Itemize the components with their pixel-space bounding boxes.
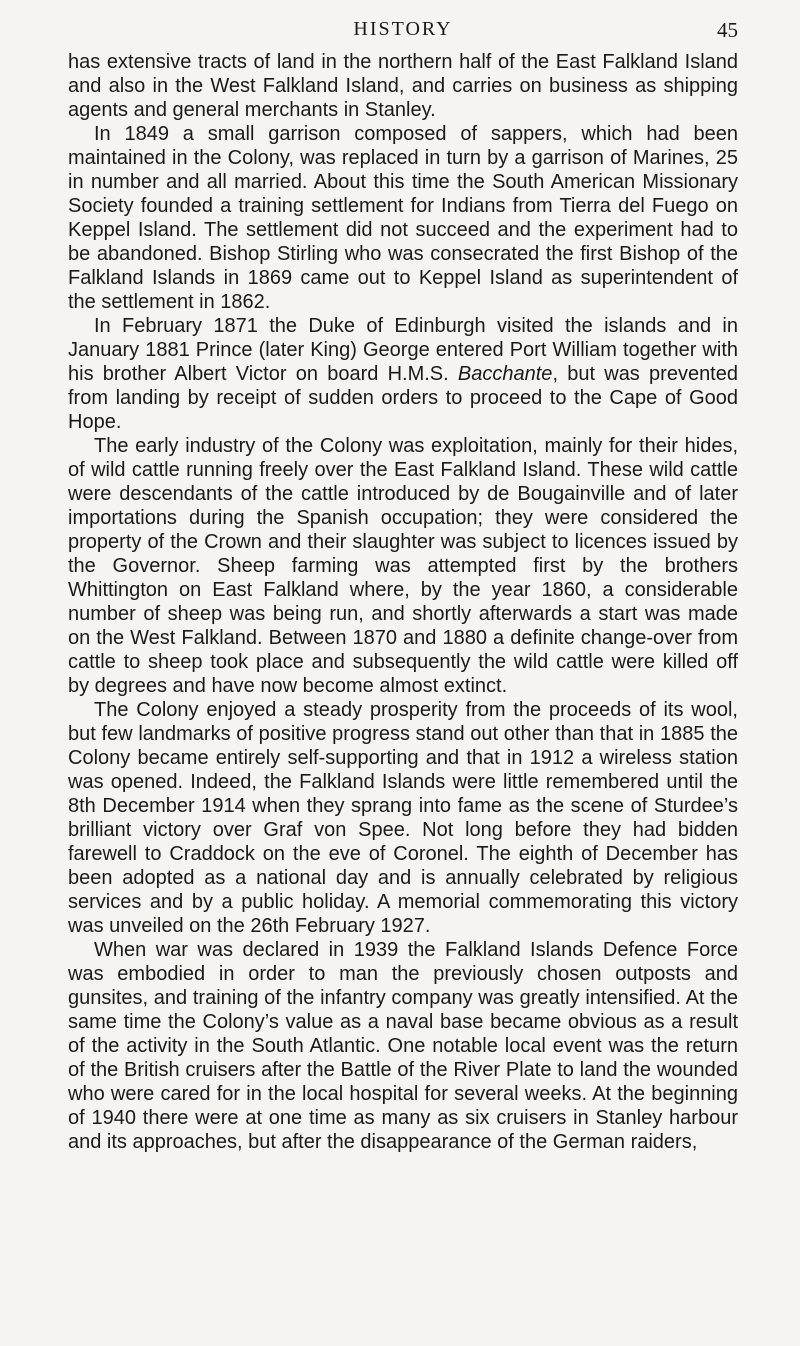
chapter-title: HISTORY [353,18,453,40]
running-head [68,18,738,48]
paragraph-text: , but was prevented from landing by receipt of sudden orders to proceed to the Cape of Good Hope. [68,363,738,433]
paragraph: has extensive tracts of land in the northern half of the East Falkland Island and also in the West Falkland Island, and carries on business as shipping agents and general merchants in Stanley. [68,51,738,121]
ship-name: Bacchante [457,363,553,385]
paragraph: The Colony enjoyed a steady prosperity from the proceeds of its wool, but few landmarks of positive progress stand out other than that in 1885 the Colony became entirely self-supporting and that in 1912 a wireless station was opened. Indeed, the Falkland Islands were little remembered until the 8th December 1914 when they sprang into fame as the scene of Sturdee’s brilliant victory over Graf von Spee. Not long before they had bidden farewell to Craddock on the eve of Coronel. The eighth of December has been adopted as a national day and is annually celebrated by religious services and by a public holiday. A memorial commemorating this victory was unveiled on the 26th February 1927. [68,699,738,937]
paragraph: When war was declared in 1939 the Falkland Islands Defence Force was embodied in order to man the previously chosen outposts and gunsites, and training of the infantry company was greatly intensified. At the same time the Colony’s value as a naval base became obvious as a result of the activity in the South Atlantic. One notable local event was the return of the British cruisers after the Battle of the River Plate to land the wounded who were cared for in the local hospital for several weeks. At the beginning of 1940 there were at one time as many as six cruisers in Stanley harbour and its approaches, but after the disappearance of the German raiders, [68,939,738,1153]
book-page [68,18,738,1154]
paragraph [68,314,738,434]
paragraph: In 1849 a small garrison composed of sappers, which had been maintained in the Colony, was replaced in turn by a garrison of Marines, 25 in number and all married. About this time the South American Missionary Society founded a training settlement for Indians from Tierra del Fuego on Keppel Island. The settlement did not succeed and the experiment had to be abandoned. Bishop Stirling who was consecrated the first Bishop of the Falkland Islands in 1869 came out to Keppel Island as superintendent of the settlement in 1862. [68,123,738,313]
body-text [68,50,738,1154]
page-number: 45 [717,18,738,42]
paragraph-text: In February 1871 the Duke of Edinburgh visited the islands and in January 1881 Prince (later King) George entered Port William together with his brother Albert Victor on board H.M.S. [68,315,738,385]
paragraph: The early industry of the Colony was exploitation, mainly for their hides, of wild cattle running freely over the East Falkland Island. These wild cattle were descendants of the cattle introduced by de Bougainville and of later importations during the Spanish occupation; they were considered the property of the Crown and their slaughter was subject to licences issued by the Governor. Sheep farming was attempted first by the brothers Whittington on East Falkland where, by the year 1860, a considerable number of sheep was being run, and shortly afterwards a start was made on the West Falkland. Between 1870 and 1880 a definite change-over from cattle to sheep took place and subsequently the wild cattle were killed off by degrees and have now become almost extinct. [68,435,738,697]
